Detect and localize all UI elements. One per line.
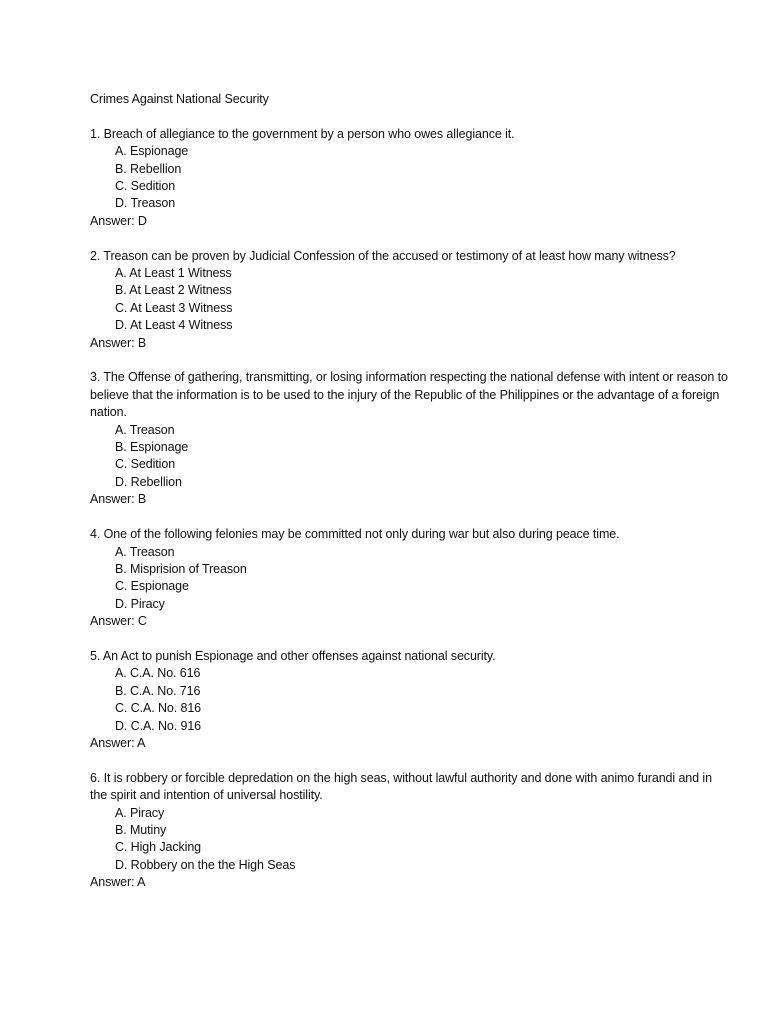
choice-item: B. Misprision of Treason [115, 561, 247, 576]
choice-item: D. Treason [115, 196, 176, 211]
choice-item: A. At Least 1 Witness [115, 266, 232, 281]
choice-list [90, 422, 730, 492]
choice-item: C. Espionage [115, 579, 189, 594]
question-text: 3. The Offense of gathering, transmitting, or losing information respecting the national defense with intent or reason to believe that the information is to be used to the injury of the Republic of the Philippines or the advantage of a foreign nation. [90, 370, 728, 420]
choice-item: A. Piracy [115, 805, 165, 820]
answer-line: Answer: B [90, 492, 147, 507]
choice-item: B. Mutiny [115, 822, 167, 837]
answer-line: Answer: B [90, 335, 147, 350]
choice-list [90, 143, 730, 213]
choice-item: D. Robbery on the the High Seas [115, 857, 296, 872]
question-2 [90, 248, 730, 352]
question-text: 5. An Act to punish Espionage and other offenses against national security. [90, 648, 496, 663]
answer-line: Answer: D [90, 213, 147, 228]
choice-item: C. Sedition [115, 457, 176, 472]
choice-item: C. At Least 3 Witness [115, 300, 233, 315]
question-4 [90, 526, 730, 630]
choice-item: D. C.A. No. 916 [115, 718, 202, 733]
choice-item: B. Rebellion [115, 161, 182, 176]
answer-line: Answer: A [90, 875, 146, 890]
choice-item: A. C.A. No. 616 [115, 666, 201, 681]
question-5 [90, 648, 730, 752]
document-title: Crimes Against National Security [90, 92, 269, 106]
choice-item: A. Treason [115, 422, 175, 437]
question-text: 6. It is robbery or forcible depredation on the high seas, without lawful authority and done with animo furandi and in the spirit and intention of universal hostility. [90, 770, 712, 803]
choice-item: A. Treason [115, 544, 175, 559]
question-1 [90, 126, 730, 230]
answer-line: Answer: C [90, 614, 147, 629]
choice-item: D. Rebellion [115, 474, 182, 489]
document-page [90, 91, 730, 909]
choice-item: C. High Jacking [115, 840, 202, 855]
question-6 [90, 770, 730, 892]
question-text: 4. One of the following felonies may be committed not only during war but also during peace time. [90, 527, 620, 542]
choice-item: C. Sedition [115, 179, 176, 194]
answer-line: Answer: A [90, 735, 146, 750]
choice-list [90, 665, 730, 735]
choice-item: D. At Least 4 Witness [115, 318, 233, 333]
question-3 [90, 369, 730, 508]
choice-item: B. At Least 2 Witness [115, 283, 232, 298]
choice-item: A. Espionage [115, 144, 189, 159]
choice-item: B. C.A. No. 716 [115, 683, 201, 698]
choice-list [90, 805, 730, 875]
question-text: 1. Breach of allegiance to the government by a person who owes allegiance it. [90, 126, 515, 141]
choice-item: B. Espionage [115, 440, 189, 455]
question-text: 2. Treason can be proven by Judicial Confession of the accused or testimony of at least how many witness? [90, 248, 676, 263]
choice-list [90, 544, 730, 614]
choice-item: C. C.A. No. 816 [115, 701, 202, 716]
choice-item: D. Piracy [115, 596, 165, 611]
choice-list [90, 265, 730, 335]
